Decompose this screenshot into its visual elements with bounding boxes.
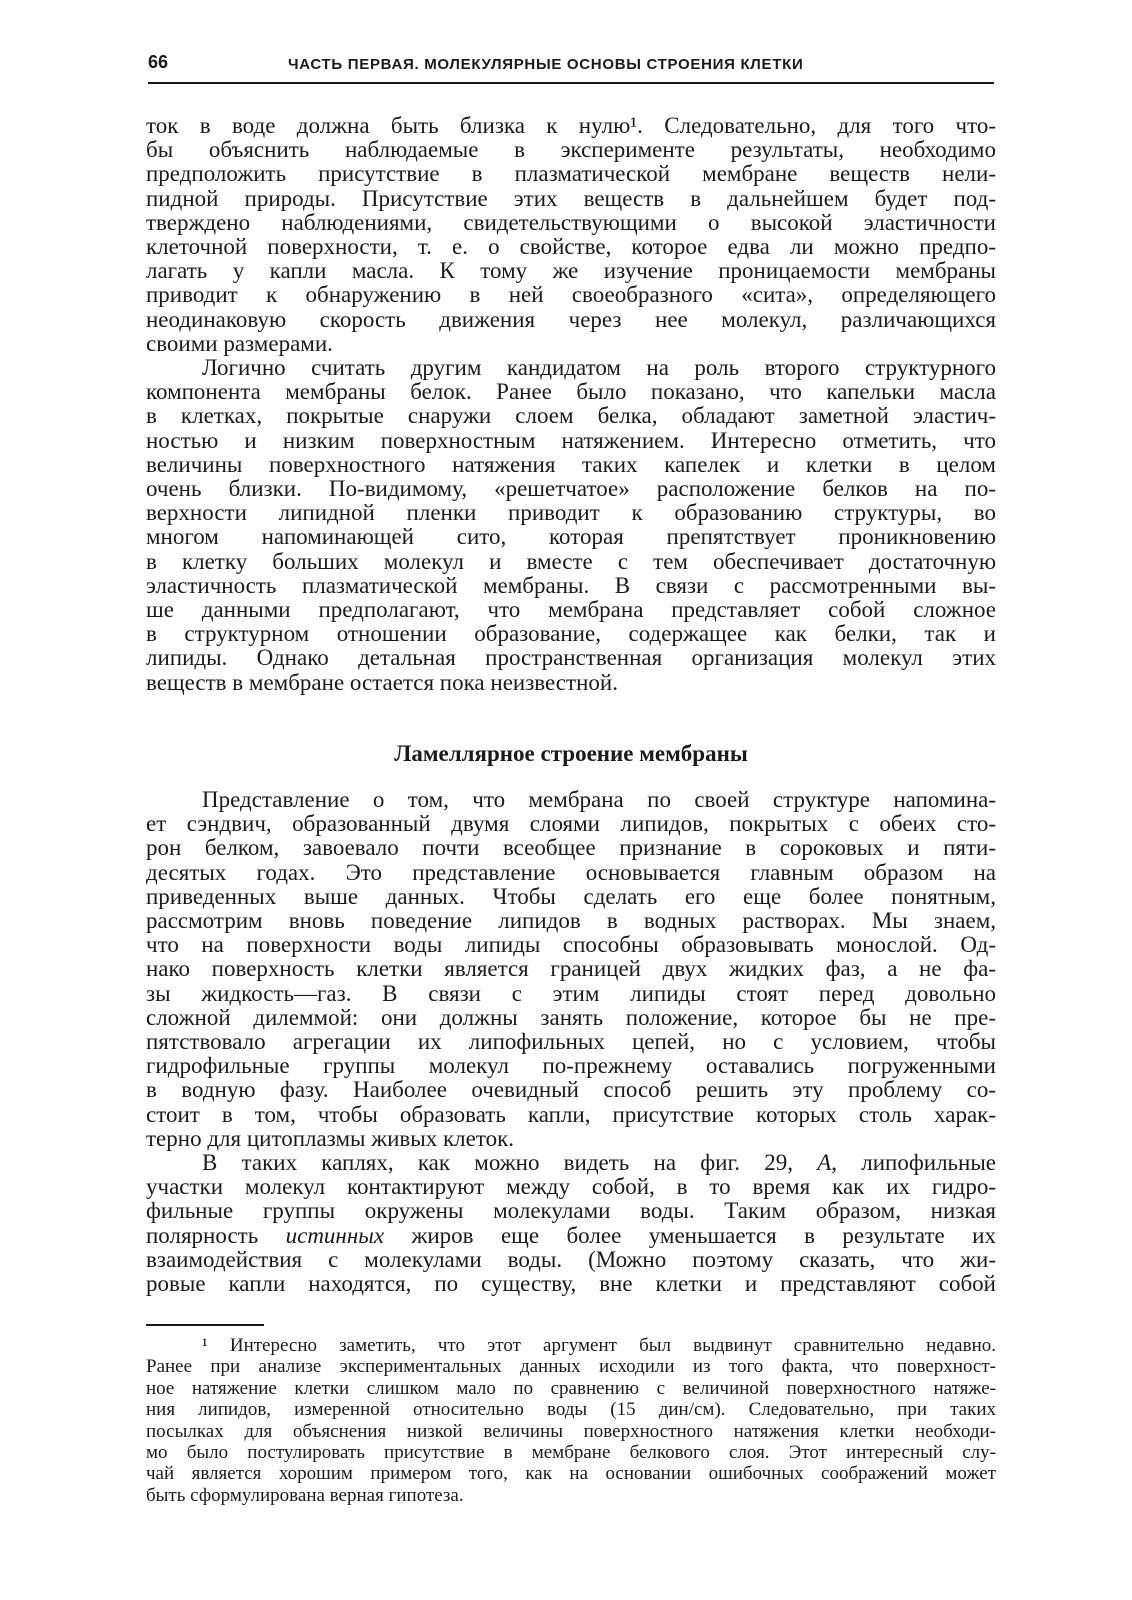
text-line: очень близки. По-видимому, «решетчатое» расположение белков на по- xyxy=(146,476,996,502)
footnote-divider xyxy=(146,1324,264,1326)
paragraph-2 xyxy=(146,356,996,695)
text-run: жиров еще более уменьшается в результате их xyxy=(384,1222,996,1248)
section-body xyxy=(146,788,996,1296)
footnote-line: ное натяжение клетки слишком мало по сравнению с величиной поверхностного натяже- xyxy=(146,1377,996,1399)
text-line: тверждено наблюдениями, свидетельствующими о высокой эластичности xyxy=(146,209,996,235)
text-line: пятствовало агрегации их липофильных цепей, но с условием, чтобы xyxy=(146,1029,996,1055)
text-line: предположить присутствие в плазматической мембране веществ нели- xyxy=(146,161,996,187)
page-number: 66 xyxy=(148,52,169,72)
footnote-line: ния липидов, измеренной относительно воды (15 дин/см). Следовательно, при таких xyxy=(146,1399,996,1421)
section-heading: Ламеллярное строение мембраны xyxy=(394,741,748,766)
text-line: веществ в мембране остается пока неизвестной. xyxy=(146,669,618,695)
text-line: что на поверхности воды липиды способны образовывать монослой. Од- xyxy=(146,932,996,958)
paragraph-3 xyxy=(146,788,996,1151)
footnote xyxy=(146,1335,996,1506)
footnote-line: мо было постулировать присутствие в мембране белкового слоя. Этот интересный слу- xyxy=(146,1442,996,1464)
text-line: взаимодействия с молекулами воды. (Можно поэтому сказать, что жи- xyxy=(146,1246,996,1272)
text-line: рон белком, завоевало почти всеобщее признание в сороковых и пяти- xyxy=(146,835,996,861)
text-line: приводит к обнаружению в ней своеобразного «сита», определяющего xyxy=(146,282,996,308)
running-head xyxy=(148,48,994,84)
text-line: Логично считать другим кандидатом на роль второго структурного xyxy=(202,355,996,381)
text-line: эластичность плазматической мембраны. В связи с рассмотренными вы- xyxy=(146,572,996,598)
text-line: терно для цитоплазмы живых клеток. xyxy=(146,1125,514,1151)
text-line: гидрофильные группы молекул по-прежнему оставались погруженными xyxy=(146,1053,996,1079)
text-line: величины поверхностного натяжения таких капелек и клетки в целом xyxy=(146,451,996,477)
text-run: полярность xyxy=(146,1222,286,1248)
text-line: неодинаковую скорость движения через нее молекул, различающихся xyxy=(146,306,996,332)
footnote-line: посылках для объяснения низкой величины поверхностного натяжения клетки необходи- xyxy=(146,1420,996,1442)
text-line: ток в воде должна быть близка к нулю¹. Следовательно, для того что- xyxy=(146,113,996,138)
text-line: в клетках, покрытые снаружи слоем белка, обладают заметной эластич- xyxy=(146,403,996,429)
text-line: ровые капли находятся, по существу, вне клетки и представляют собой xyxy=(146,1271,996,1297)
text-line: в клетку больших молекул и вместе с тем обеспечивает достаточную xyxy=(146,548,996,574)
body-text xyxy=(146,114,996,695)
text-line: пидной природы. Присутствие этих веществ в дальнейшем будет под- xyxy=(146,185,996,211)
paragraph-4 xyxy=(146,1151,996,1296)
text-line-italic xyxy=(146,1224,996,1248)
footnote-line: быть сформулирована верная гипотеза. xyxy=(146,1484,464,1506)
text-line: ше данными предполагают, что мембрана представляет собой сложное xyxy=(146,597,996,623)
footnote-line xyxy=(146,1335,996,1356)
text-line: нако поверхность клетки является границей двух жидких фаз, а не фа- xyxy=(146,956,996,982)
text-run: В таких каплях, как можно видеть на фиг. 29, xyxy=(202,1150,794,1176)
text-line: сложной дилеммой: они должны занять положение, которое бы не пре- xyxy=(146,1004,996,1030)
text-line: Представление о том, что мембрана по своей структуре напомина- xyxy=(202,787,996,812)
text-line: клеточной поверхности, т. е. о свойстве, которое едва ли можно предпо- xyxy=(146,234,996,260)
text-line: фильные группы окружены молекулами воды. Таким образом, низкая xyxy=(146,1198,996,1224)
footnote-line: чай является хорошим примером того, как на основании ошибочных соображений может xyxy=(146,1463,996,1485)
paragraph-1 xyxy=(146,114,996,356)
footnote-line: Ранее при анализе экспериментальных данных исходили из того факта, что поверхност- xyxy=(146,1356,996,1378)
running-title: ЧАСТЬ ПЕРВАЯ. МОЛЕКУЛЯРНЫЕ ОСНОВЫ СТРОЕНИЯ КЛЕТКИ xyxy=(288,56,804,73)
footnote-text: Интересно заметить, что этот аргумент был выдвинут сравнительно недавно. xyxy=(229,1335,997,1356)
text-line: липиды. Однако детальная пространственная организация молекул этих xyxy=(146,645,996,671)
text-line: в структурном отношении образование, содержащее как белки, так и xyxy=(146,621,996,647)
text-line: верхности липидной пленки приводит к образованию структуры, во xyxy=(146,500,996,526)
text-line: многом напоминающей сито, которая препятствует проникновению xyxy=(146,524,996,550)
italic-term: истинных xyxy=(285,1222,385,1248)
text-line: лагать у капли масла. К тому же изучение проницаемости мембраны xyxy=(146,258,996,284)
text-line-figure-ref xyxy=(146,1151,996,1175)
text-line: в водную фазу. Наиболее очевидный способ решить эту проблему со- xyxy=(146,1077,996,1103)
text-run: , липофильные xyxy=(831,1150,997,1176)
text-line: стоит в том, чтобы образовать капли, присутствие которых столь харак- xyxy=(146,1101,996,1127)
text-line: зы жидкость—газ. В связи с этим липиды стоят перед довольно xyxy=(146,980,996,1006)
text-line: бы объяснить наблюдаемые в эксперименте результаты, необходимо xyxy=(146,137,996,163)
text-line: участки молекул контактируют между собой, в то время как их гидро- xyxy=(146,1174,996,1200)
text-line: приведенных выше данных. Чтобы сделать его еще более понятным, xyxy=(146,883,996,909)
footnote-marker: ¹ xyxy=(202,1335,208,1356)
text-line: рассмотрим вновь поведение липидов в водных растворах. Мы знаем, xyxy=(146,908,996,934)
text-line: ет сэндвич, образованный двумя слоями липидов, покрытых с обеих сто- xyxy=(146,811,996,837)
text-line: ностью и низким поверхностным натяжением. Интересно отметить, что xyxy=(146,427,996,453)
figure-panel-ref: А xyxy=(817,1150,832,1176)
text-line: своими размерами. xyxy=(146,330,333,356)
text-line: компонента мембраны белок. Ранее было показано, что капельки масла xyxy=(146,379,996,405)
text-line: десятых годах. Это представление основывается главным образом на xyxy=(146,859,996,885)
